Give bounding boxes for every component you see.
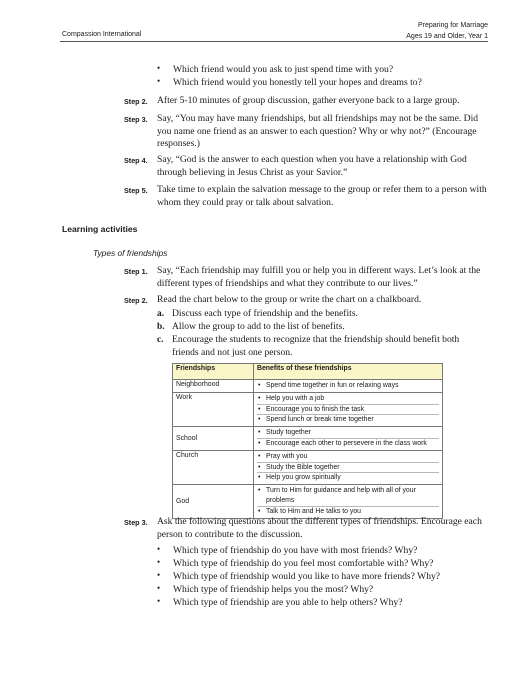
bullet-icon: • xyxy=(258,507,261,515)
benefit-item: • Encourage you to finish the task xyxy=(257,405,439,416)
friendship-type-cell: God xyxy=(173,485,254,518)
benefit-item: • Spend time together in fun or relaxing ways xyxy=(258,382,399,389)
table-row xyxy=(173,427,443,451)
table-header-cell: Benefits of these friendships xyxy=(254,364,443,380)
header-divider xyxy=(60,41,488,42)
header-title: Preparing for Marriage xyxy=(417,22,488,29)
benefits-cell xyxy=(254,427,443,451)
step-text: Read the chart below to the group or write the chart on a chalkboard. xyxy=(157,294,422,305)
bullet-text: Which type of friendship helps you the most? Why? xyxy=(173,584,374,595)
bullet-icon: • xyxy=(157,544,161,554)
bullet-text: Which friend would you ask to just spend time with you? xyxy=(173,64,394,75)
benefits-cell xyxy=(254,485,443,518)
bullet-icon: • xyxy=(258,463,261,471)
step-label: Step 3. xyxy=(124,115,148,124)
header-subtitle: Ages 19 and Older, Year 1 xyxy=(406,33,488,40)
step-text: Say, “God is the answer to each question when you have a relationship with God through believing in Jesus Christ as your Savior.” xyxy=(157,154,467,178)
step-label: Step 3. xyxy=(124,518,148,527)
friendship-type-cell: Work xyxy=(173,392,254,426)
bullet-text: Which type of friendship do you feel most comfortable with? Why? xyxy=(173,558,434,569)
benefit-item: • Study together xyxy=(257,428,439,439)
benefit-item: • Talk to Him and He talks to you xyxy=(258,507,361,515)
benefit-item: • Pray with you xyxy=(257,452,439,463)
benefit-item: • Help you with a job xyxy=(257,394,439,405)
table-row xyxy=(173,485,443,518)
bullet-icon: • xyxy=(258,394,261,402)
benefit-item: • Help you grow spiritually xyxy=(258,474,341,482)
bullet-icon: • xyxy=(157,557,161,567)
friendships-table xyxy=(172,363,443,519)
table-header-cell: Friendships xyxy=(173,364,254,380)
section-title: Learning activities xyxy=(62,224,138,234)
bullet-icon: • xyxy=(258,416,261,424)
benefit-item: • Study the Bible together xyxy=(257,463,439,474)
benefits-cell xyxy=(254,392,443,426)
table-row xyxy=(173,392,443,426)
sub-item-label: b. xyxy=(157,322,165,332)
step-text: Take time to explain the salvation message to the group or refer them to a person with whom they could pray or talk about salvation. xyxy=(157,184,487,208)
header-title-block xyxy=(406,20,488,42)
bullet-icon: • xyxy=(157,583,161,593)
step-label: Step 2. xyxy=(124,296,148,305)
friendship-type-cell: School xyxy=(173,427,254,451)
step-text: After 5-10 minutes of group discussion, gather everyone back to a large group. xyxy=(157,95,460,106)
bullet-text: Which type of friendship are you able to help others? Why? xyxy=(173,597,403,608)
friendship-type-cell: Church xyxy=(173,450,254,484)
step-text: Ask the following questions about the different types of friendships. Encourage each person to contribute to the discussion. xyxy=(157,516,482,540)
benefits-cell xyxy=(254,450,443,484)
benefit-item: • Spend lunch or break time together xyxy=(258,416,374,424)
subsection-title: Types of friendships xyxy=(93,248,168,258)
step-label: Step 1. xyxy=(124,267,148,276)
bullet-icon: • xyxy=(157,596,161,606)
table-header-row xyxy=(173,364,443,380)
bullet-text: Which type of friendship do you have with most friends? Why? xyxy=(173,545,418,556)
bullet-icon: • xyxy=(157,63,161,73)
header-org: Compassion International xyxy=(62,31,142,38)
bullet-text: Which type of friendship would you like to have more friends? Why? xyxy=(173,571,441,582)
bullet-text: Which friend would you honestly tell your hopes and dreams to? xyxy=(173,77,422,88)
table-row xyxy=(173,380,443,393)
benefit-item: • Encourage each other to persevere in the class work xyxy=(258,439,427,447)
bullet-icon: • xyxy=(258,405,261,413)
bullet-icon: • xyxy=(258,452,261,460)
bullet-icon: • xyxy=(258,487,261,495)
sub-item-label: c. xyxy=(157,335,164,345)
bullet-icon: • xyxy=(258,439,261,447)
step-text: Say, “You may have many friendships, but all friendships may not be the same. Did you name one friend as an answer to each question? Why or why not?” (Encourage responses.) xyxy=(157,113,479,150)
benefits-cell xyxy=(254,380,443,393)
bullet-icon: • xyxy=(157,76,161,86)
sub-item-text: Discuss each type of friendship and the benefits. xyxy=(172,308,358,319)
step-label: Step 2. xyxy=(124,97,148,106)
sub-item-text: Allow the group to add to the list of benefits. xyxy=(172,321,345,332)
friendship-type-cell: Neighborhood xyxy=(173,380,254,393)
bullet-icon: • xyxy=(157,570,161,580)
benefit-item: • Turn to Him for guidance and help with all of your problems xyxy=(257,486,439,507)
step-label: Step 4. xyxy=(124,156,148,165)
bullet-icon: • xyxy=(258,429,261,437)
sub-item-text: Encourage the students to recognize that the friendship should benefit both friends and not just one person. xyxy=(172,334,460,358)
table-row xyxy=(173,450,443,484)
step-label: Step 5. xyxy=(124,186,148,195)
bullet-icon: • xyxy=(258,474,261,482)
bullet-icon: • xyxy=(258,382,261,389)
sub-item-label: a. xyxy=(157,309,165,319)
step-text: Say, “Each friendship may fulfill you or help you in different ways. Let’s look at the different types of friendships and what they contribute to our lives.” xyxy=(157,265,481,289)
